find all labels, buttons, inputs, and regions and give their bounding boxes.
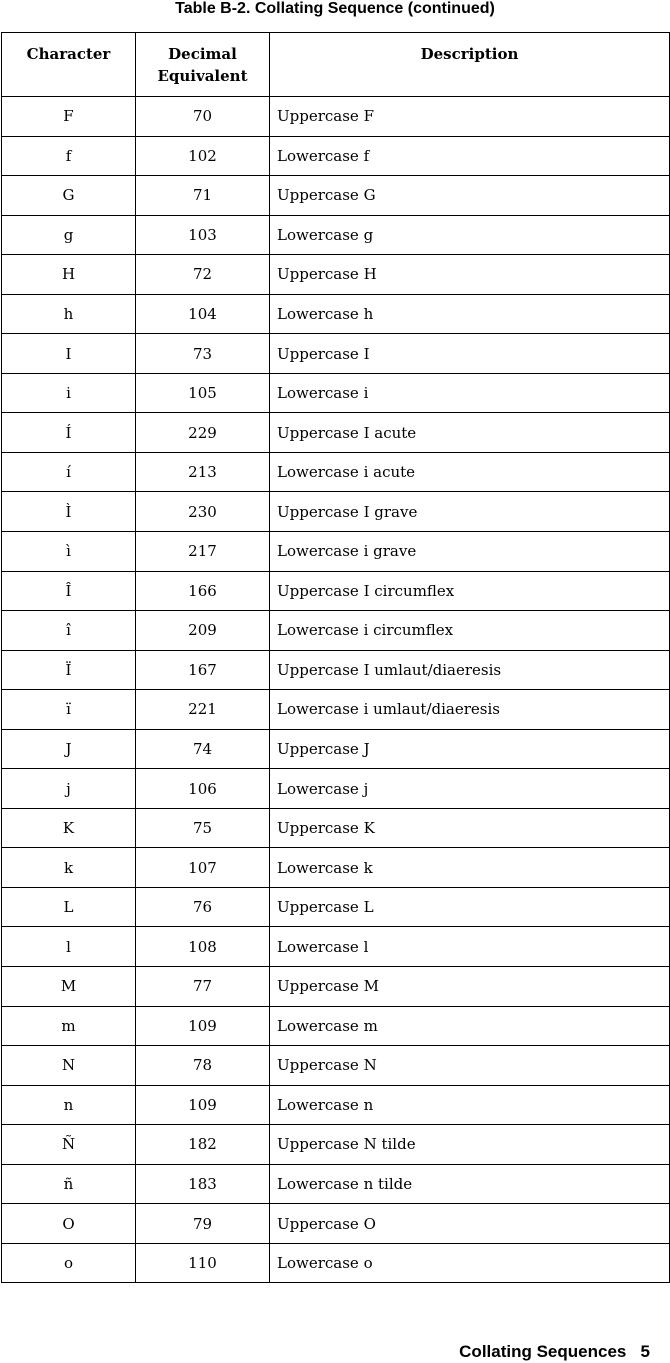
decimal-cell: 74: [136, 729, 270, 769]
table-row: [2, 373, 670, 413]
character-cell: ñ: [2, 1164, 136, 1204]
table-row: [2, 413, 670, 453]
character-cell: J: [2, 729, 136, 769]
description-cell: Lowercase n tilde: [270, 1164, 670, 1204]
description-cell: Lowercase m: [270, 1006, 670, 1046]
table-row: [2, 1125, 670, 1165]
description-cell: Uppercase I umlaut/diaeresis: [270, 650, 670, 690]
character-cell: I: [2, 334, 136, 374]
decimal-cell: 105: [136, 373, 270, 413]
footer-section-title: Collating Sequences: [459, 1342, 627, 1361]
table-row: [2, 729, 670, 769]
table-row: [2, 294, 670, 334]
description-cell: Uppercase H: [270, 255, 670, 295]
decimal-cell: 109: [136, 1006, 270, 1046]
description-cell: Lowercase i circumflex: [270, 611, 670, 651]
decimal-cell: 209: [136, 611, 270, 651]
description-cell: Uppercase F: [270, 97, 670, 137]
character-cell: O: [2, 1204, 136, 1244]
table-row: [2, 1204, 670, 1244]
decimal-cell: 102: [136, 136, 270, 176]
decimal-cell: 78: [136, 1046, 270, 1086]
decimal-cell: 107: [136, 848, 270, 888]
decimal-cell: 70: [136, 97, 270, 137]
decimal-cell: 221: [136, 690, 270, 730]
description-cell: Lowercase n: [270, 1085, 670, 1125]
table-header-row: [2, 33, 670, 97]
decimal-cell: 182: [136, 1125, 270, 1165]
character-cell: o: [2, 1243, 136, 1283]
table-row: [2, 97, 670, 137]
decimal-cell: 71: [136, 176, 270, 216]
decimal-cell: 213: [136, 452, 270, 492]
character-cell: K: [2, 808, 136, 848]
description-cell: Lowercase o: [270, 1243, 670, 1283]
character-cell: Ì: [2, 492, 136, 532]
table-row: [2, 967, 670, 1007]
character-cell: í: [2, 452, 136, 492]
table-row: [2, 176, 670, 216]
description-cell: Lowercase l: [270, 927, 670, 967]
description-cell: Uppercase I grave: [270, 492, 670, 532]
table-row: [2, 848, 670, 888]
decimal-cell: 110: [136, 1243, 270, 1283]
page-footer: [0, 1342, 650, 1362]
description-cell: Lowercase i grave: [270, 532, 670, 572]
table-row: [2, 492, 670, 532]
table-row: [2, 1243, 670, 1283]
character-cell: Ñ: [2, 1125, 136, 1165]
table-row: [2, 611, 670, 651]
table-row: [2, 1006, 670, 1046]
column-header-decimal-line1: Decimal: [168, 45, 237, 63]
table-row: [2, 136, 670, 176]
character-cell: f: [2, 136, 136, 176]
column-header-character: [2, 33, 136, 97]
description-cell: Uppercase N tilde: [270, 1125, 670, 1165]
description-cell: Uppercase I circumflex: [270, 571, 670, 611]
character-cell: Ï: [2, 650, 136, 690]
collating-sequence-table: [1, 32, 670, 1283]
decimal-cell: 106: [136, 769, 270, 809]
description-cell: Lowercase j: [270, 769, 670, 809]
character-cell: ì: [2, 532, 136, 572]
table-row: [2, 927, 670, 967]
table-row: [2, 334, 670, 374]
table-row: [2, 1085, 670, 1125]
decimal-cell: 230: [136, 492, 270, 532]
description-cell: Lowercase i acute: [270, 452, 670, 492]
description-cell: Uppercase L: [270, 887, 670, 927]
character-cell: m: [2, 1006, 136, 1046]
character-cell: H: [2, 255, 136, 295]
description-cell: Uppercase O: [270, 1204, 670, 1244]
column-header-description: [270, 33, 670, 97]
table-body: [2, 97, 670, 1283]
table-caption: Table B-2. Collating Sequence (continued): [175, 0, 495, 17]
character-cell: Î: [2, 571, 136, 611]
description-cell: Uppercase I acute: [270, 413, 670, 453]
character-cell: N: [2, 1046, 136, 1086]
decimal-cell: 104: [136, 294, 270, 334]
description-cell: Lowercase h: [270, 294, 670, 334]
column-header-character-label: Character: [26, 45, 111, 63]
table-row: [2, 255, 670, 295]
character-cell: F: [2, 97, 136, 137]
decimal-cell: 75: [136, 808, 270, 848]
table-row: [2, 571, 670, 611]
description-cell: Lowercase f: [270, 136, 670, 176]
character-cell: ï: [2, 690, 136, 730]
table-row: [2, 1046, 670, 1086]
character-cell: g: [2, 215, 136, 255]
footer-page-number: 5: [640, 1342, 650, 1361]
character-cell: Í: [2, 413, 136, 453]
table-row: [2, 452, 670, 492]
description-cell: Uppercase J: [270, 729, 670, 769]
description-cell: Uppercase M: [270, 967, 670, 1007]
description-cell: Uppercase K: [270, 808, 670, 848]
character-cell: h: [2, 294, 136, 334]
description-cell: Lowercase i umlaut/diaeresis: [270, 690, 670, 730]
character-cell: M: [2, 967, 136, 1007]
column-header-description-label: Description: [420, 45, 519, 63]
character-cell: i: [2, 373, 136, 413]
decimal-cell: 73: [136, 334, 270, 374]
table-row: [2, 1164, 670, 1204]
table-row: [2, 215, 670, 255]
table-row: [2, 532, 670, 572]
description-cell: Uppercase I: [270, 334, 670, 374]
character-cell: l: [2, 927, 136, 967]
decimal-cell: 77: [136, 967, 270, 1007]
table-row: [2, 650, 670, 690]
description-cell: Uppercase N: [270, 1046, 670, 1086]
column-header-decimal-line2: Equivalent: [157, 67, 248, 85]
description-cell: Lowercase k: [270, 848, 670, 888]
character-cell: j: [2, 769, 136, 809]
description-cell: Uppercase G: [270, 176, 670, 216]
character-cell: n: [2, 1085, 136, 1125]
character-cell: L: [2, 887, 136, 927]
decimal-cell: 72: [136, 255, 270, 295]
column-header-decimal: [136, 33, 270, 97]
decimal-cell: 79: [136, 1204, 270, 1244]
description-cell: Lowercase i: [270, 373, 670, 413]
decimal-cell: 103: [136, 215, 270, 255]
table-row: [2, 769, 670, 809]
table-row: [2, 887, 670, 927]
decimal-cell: 108: [136, 927, 270, 967]
character-cell: î: [2, 611, 136, 651]
decimal-cell: 229: [136, 413, 270, 453]
character-cell: k: [2, 848, 136, 888]
description-cell: Lowercase g: [270, 215, 670, 255]
decimal-cell: 109: [136, 1085, 270, 1125]
decimal-cell: 183: [136, 1164, 270, 1204]
decimal-cell: 166: [136, 571, 270, 611]
decimal-cell: 76: [136, 887, 270, 927]
decimal-cell: 217: [136, 532, 270, 572]
character-cell: G: [2, 176, 136, 216]
table-row: [2, 808, 670, 848]
decimal-cell: 167: [136, 650, 270, 690]
table-row: [2, 690, 670, 730]
